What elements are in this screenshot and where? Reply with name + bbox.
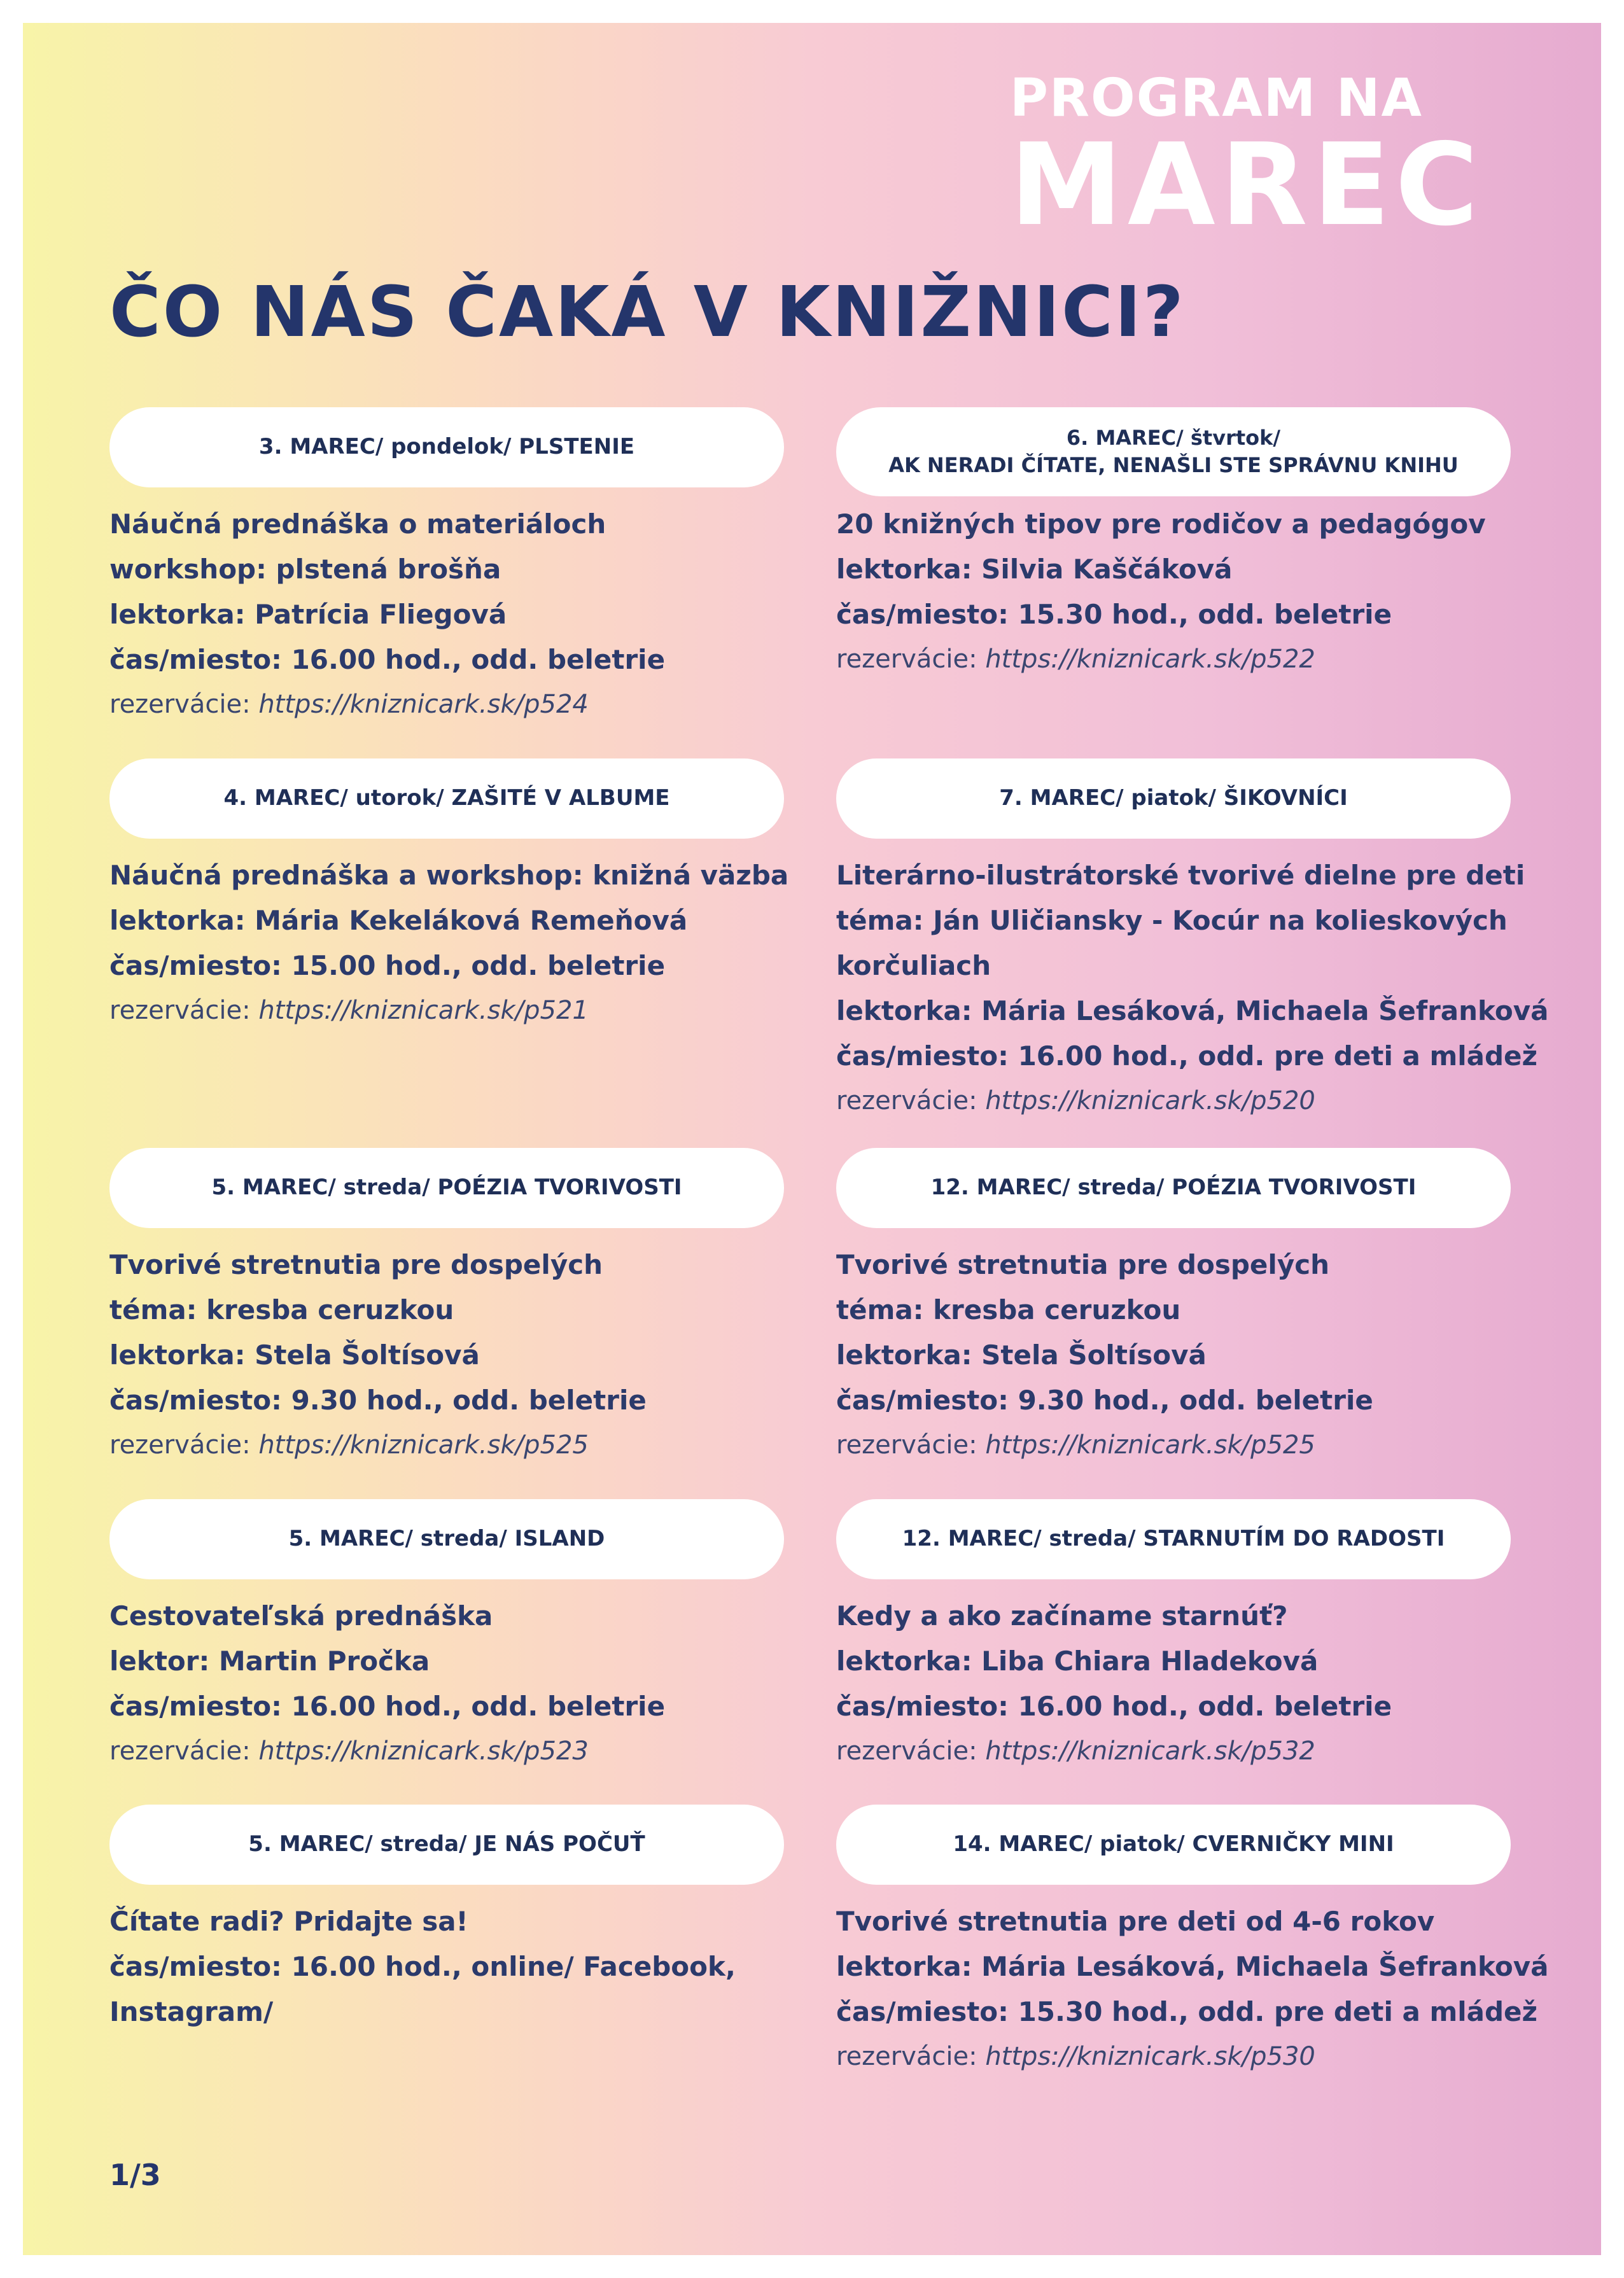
event-detail-line: workshop: plstená brošňa (109, 554, 501, 585)
event-heading: 12. MAREC/ streda/ STARNUTÍM DO RADOSTI (902, 1526, 1445, 1552)
event-heading: 5. MAREC/ streda/ ISLAND (288, 1526, 605, 1552)
event-details (109, 501, 784, 727)
event-time-place: čas/miesto: 16.00 hod., odd. beletrie (836, 1691, 1392, 1722)
event-heading-pill (109, 1805, 784, 1885)
event-card-poezia-tvorivosti-5 (109, 1148, 784, 1468)
event-heading-pill (836, 1499, 1511, 1579)
event-description: Tvorivé stretnutia pre deti od 4-6 rokov (836, 1906, 1435, 1937)
brand-line-program-na: PROGRAM NA (1009, 68, 1423, 129)
reservation-link[interactable]: https://kniznicark.sk/p525 (985, 1430, 1315, 1460)
event-details (109, 853, 789, 1033)
reservation-link[interactable]: https://kniznicark.sk/p520 (985, 1086, 1315, 1115)
page-number: 1/3 (109, 2158, 161, 2192)
event-time-place-continued: Instagram/ (109, 1996, 274, 2027)
reservation-link[interactable]: https://kniznicark.sk/p532 (985, 1736, 1315, 1766)
event-time-place: čas/miesto: 15.30 hod., odd. pre deti a mládež (836, 1996, 1537, 2027)
reservation-link[interactable]: https://kniznicark.sk/p530 (985, 2042, 1315, 2071)
event-card-starnutim-do-radosti (836, 1499, 1511, 1774)
reservation-label: rezervácie: (836, 1430, 977, 1460)
program-brand (1009, 68, 1483, 251)
reservation-label: rezervácie: (109, 690, 251, 719)
page-title: ČO NÁS ČAKÁ V KNIŽNICI? (109, 271, 1186, 353)
event-details (109, 1593, 784, 1774)
event-details (836, 1242, 1511, 1468)
event-heading-pill (836, 758, 1511, 839)
event-heading-pill (109, 1499, 784, 1579)
event-details (109, 1899, 784, 2034)
event-heading-subtitle: AK NERADI ČÍTATE, NENAŠLI STE SPRÁVNU KNIHU (888, 453, 1459, 477)
event-card-poezia-tvorivosti-12 (836, 1148, 1511, 1468)
reservation-link[interactable]: https://kniznicark.sk/p522 (985, 645, 1315, 674)
reservation-link[interactable]: https://kniznicark.sk/p524 (258, 690, 589, 719)
event-reservation (836, 1079, 1511, 1124)
event-time-place: čas/miesto: 9.30 hod., odd. beletrie (109, 1385, 647, 1416)
event-card-island (109, 1499, 784, 1774)
reservation-label: rezervácie: (836, 1736, 977, 1766)
event-card-zasite-v-albume (109, 758, 789, 1033)
event-card-je-nas-pocut (109, 1805, 784, 2034)
event-reservation (109, 682, 784, 727)
event-reservation (836, 1423, 1511, 1468)
event-heading-pill (836, 1805, 1511, 1885)
event-lecturer: lektorka: Liba Chiara Hladeková (836, 1646, 1319, 1677)
event-heading-pill (109, 407, 784, 487)
event-time-place: čas/miesto: 15.30 hod., odd. beletrie (836, 599, 1392, 630)
event-time-place: čas/miesto: 16.00 hod., odd. pre deti a mládež (836, 1040, 1537, 1072)
event-description: Čítate radi? Pridajte sa! (109, 1906, 468, 1937)
event-heading: 12. MAREC/ streda/ POÉZIA TVORIVOSTI (930, 1175, 1417, 1201)
event-reservation (109, 988, 784, 1033)
event-heading: 5. MAREC/ streda/ POÉZIA TVORIVOSTI (211, 1175, 682, 1201)
reservation-link[interactable]: https://kniznicark.sk/p525 (258, 1430, 589, 1460)
event-details (109, 1242, 784, 1468)
event-lecturer: lektorka: Stela Šoltísová (109, 1339, 480, 1371)
event-details (836, 1593, 1511, 1774)
event-lecturer: lektorka: Mária Lesáková, Michaela Šefranková (836, 1951, 1549, 1982)
reservation-link[interactable]: https://kniznicark.sk/p523 (258, 1736, 589, 1766)
reservation-label: rezervácie: (836, 645, 977, 674)
event-description: Tvorivé stretnutia pre dospelých (836, 1249, 1329, 1280)
event-theme: téma: kresba ceruzkou (109, 1294, 454, 1325)
event-heading: 6. MAREC/ štvrtok/ (1066, 425, 1281, 450)
event-card-plstenie (109, 407, 784, 727)
event-heading-pill (836, 1148, 1511, 1228)
event-time-place: čas/miesto: 16.00 hod., odd. beletrie (109, 644, 666, 675)
event-card-ak-neradi-citate (836, 407, 1511, 682)
event-details (836, 501, 1511, 682)
event-time-place: čas/miesto: 9.30 hod., odd. beletrie (836, 1385, 1373, 1416)
event-lecturer: lektorka: Stela Šoltísová (836, 1339, 1207, 1371)
event-lecturer: lektorka: Silvia Kaščáková (836, 554, 1233, 585)
event-lecturer: lektorka: Patrícia Fliegová (109, 599, 507, 630)
event-details (836, 1899, 1549, 2079)
event-description: Kedy a ako začíname starnúť? (836, 1600, 1288, 1632)
event-details (836, 853, 1549, 1124)
event-description: Náučná prednáška o materiáloch (109, 508, 606, 540)
reservation-label: rezervácie: (836, 2042, 977, 2071)
event-time-place: čas/miesto: 16.00 hod., odd. beletrie (109, 1691, 666, 1722)
event-card-cvernicky-mini (836, 1805, 1549, 2079)
event-heading-pill (109, 1148, 784, 1228)
event-heading: 7. MAREC/ piatok/ ŠIKOVNÍCI (999, 785, 1348, 811)
event-reservation (836, 1729, 1511, 1774)
event-reservation (836, 637, 1511, 682)
event-theme: téma: kresba ceruzkou (836, 1294, 1181, 1325)
event-time-place: čas/miesto: 16.00 hod., online/ Facebook, (109, 1951, 736, 1982)
event-lecturer: lektorka: Mária Lesáková, Michaela Šefranková (836, 995, 1549, 1026)
event-lecturer: lektorka: Mária Kekeláková Remeňová (109, 905, 688, 936)
reservation-label: rezervácie: (109, 1736, 251, 1766)
event-heading: 3. MAREC/ pondelok/ PLSTENIE (258, 434, 635, 460)
event-description: Tvorivé stretnutia pre dospelých (109, 1249, 603, 1280)
reservation-label: rezervácie: (109, 996, 251, 1025)
reservation-label: rezervácie: (836, 1086, 977, 1115)
event-reservation (109, 1423, 784, 1468)
reservation-link[interactable]: https://kniznicark.sk/p521 (258, 996, 589, 1025)
event-description: Literárno-ilustrátorské tvorivé dielne pre deti (836, 860, 1525, 891)
event-lecturer: lektor: Martin Pročka (109, 1646, 430, 1677)
event-heading: 5. MAREC/ streda/ JE NÁS POČUŤ (248, 1831, 645, 1857)
event-card-sikovnici (836, 758, 1549, 1124)
event-time-place: čas/miesto: 15.00 hod., odd. beletrie (109, 950, 666, 981)
brand-line-marec: MAREC (1009, 119, 1483, 251)
event-description: 20 knižných tipov pre rodičov a pedagógov (836, 508, 1486, 540)
event-reservation (836, 2034, 1511, 2079)
event-heading-pill (836, 407, 1511, 496)
program-page (23, 23, 1601, 2255)
reservation-label: rezervácie: (109, 1430, 251, 1460)
event-heading: 14. MAREC/ piatok/ CVERNIČKY MINI (953, 1831, 1394, 1857)
event-heading-pill (109, 758, 784, 839)
event-theme: téma: Ján Uličiansky - Kocúr na kolieskových (836, 905, 1508, 936)
event-heading: 4. MAREC/ utorok/ ZAŠITÉ V ALBUME (223, 785, 670, 811)
event-theme-continued: korčuliach (836, 950, 991, 981)
event-description: Náučná prednáška a workshop: knižná väzba (109, 860, 789, 891)
event-description: Cestovateľská prednáška (109, 1600, 493, 1632)
event-reservation (109, 1729, 784, 1774)
